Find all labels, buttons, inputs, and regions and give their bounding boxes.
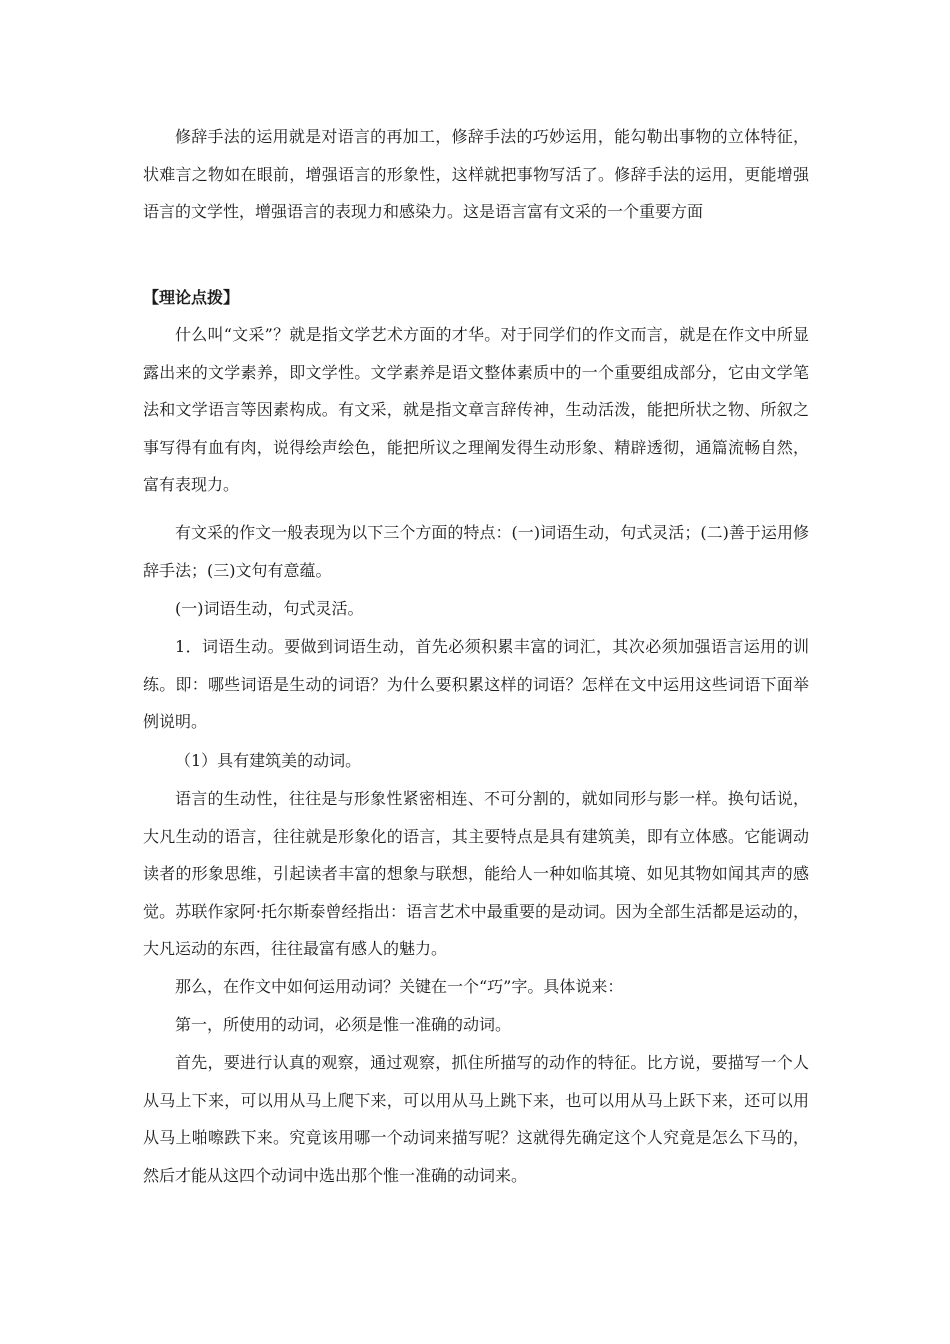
section-heading: 【理论点拨】 xyxy=(143,288,240,307)
paragraph-vividness: 语言的生动性，往往是与形象性紧密相连、不可分割的，就如同形与影一样。换句话说，大凡生动的语言，往往就是形象化的语言，其主要特点是具有建筑美，即有立体感。它能调动读者的形象思维，引起读者丰富的想象与联想，能给人一种如临其境、如见其物如闻其声的感觉。苏联作家阿·托尔斯泰曾经指出：语言艺术中最重要的是动词。因为全部生活都是运动的，大凡运动的东西，往往最富有感人的魅力。 xyxy=(143,789,809,959)
paragraph-observation: 首先，要进行认真的观察，通过观察，抓住所描写的动作的特征。比方说，要描写一个人从马上下来，可以用从马上爬下来，可以用从马上跳下来，也可以用从马上跃下来，还可以用从马上啪嚓跌下来。究竟该用哪一个动词来描写呢？这就得先确定这个人究竟是怎么下马的，然后才能从这四个动词中选出那个惟一准确的动词来。 xyxy=(143,1053,809,1185)
paragraph-item-one: （1）具有建筑美的动词。 xyxy=(175,751,362,770)
intro-paragraph: 修辞手法的运用就是对语言的再加工，修辞手法的巧妙运用，能勾勒出事物的立体特征，状难言之物如在眼前，增强语言的形象性，这样就把事物写活了。修辞手法的运用，更能增强语言的文学性，增强语言的表现力和感染力。这是语言富有文采的一个重要方面 xyxy=(143,127,809,222)
paragraph-first-point: 第一，所使用的动词，必须是惟一准确的动词。 xyxy=(175,1015,512,1034)
paragraph-three-features: 有文采的作文一般表现为以下三个方面的特点：(一)词语生动，句式灵活；(二)善于运用修辞手法；(三)文句有意蕴。 xyxy=(143,523,809,580)
paragraph-vivid-words: 1．词语生动。要做到词语生动，首先必须积累丰富的词汇，其次必须加强语言运用的训练。即：哪些词语是生动的词语？为什么要积累这样的词语？怎样在文中运用这些词语下面举例说明。 xyxy=(143,637,809,732)
paragraph-subheading-one: (一)词语生动，句式灵活。 xyxy=(175,599,364,618)
paragraph-definition: 什么叫“文采”？就是指文学艺术方面的才华。对于同学们的作文而言，就是在作文中所显露出来的文学素养，即文学性。文学素养是语文整体素质中的一个重要组成部分，它由文学笔法和文学语言等因素构成。有文采，就是指文章言辞传神，生动活泼，能把所状之物、所叙之事写得有血有肉，说得绘声绘色，能把所议之理阐发得生动形象、精辟透彻，通篇流畅自然，富有表现力。 xyxy=(143,325,809,495)
paragraph-how-to-use-verbs: 那么，在作文中如何运用动词？关键在一个“巧”字。具体说来： xyxy=(175,977,624,996)
